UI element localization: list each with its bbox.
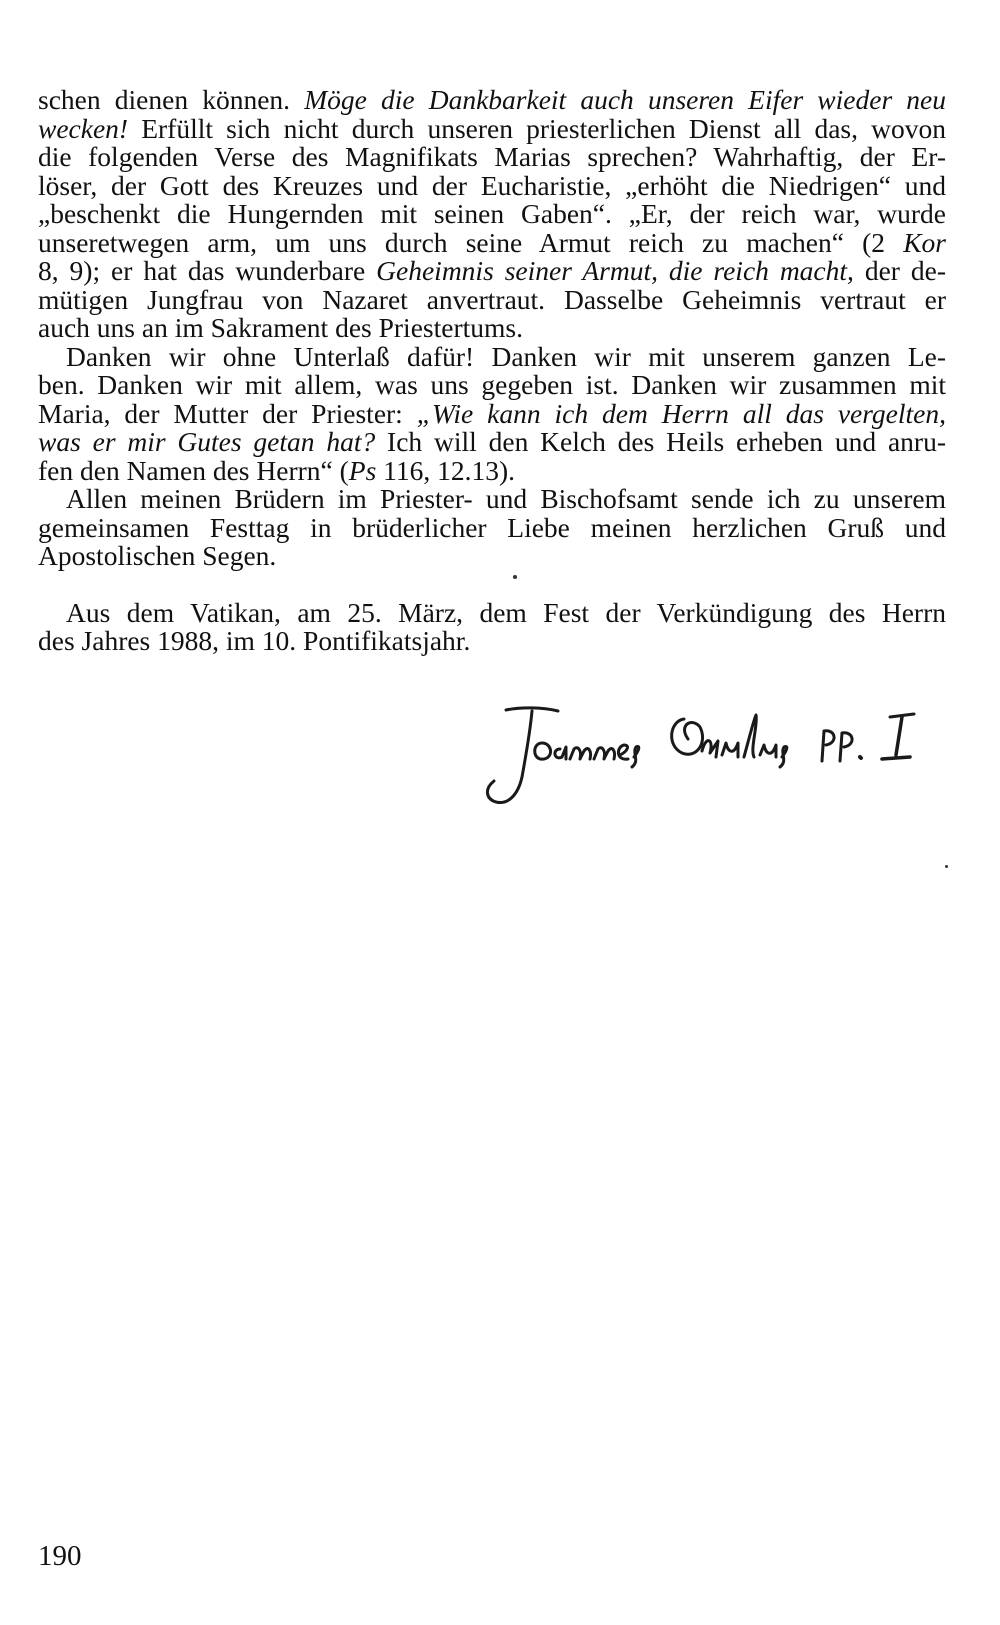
italic-segment: „Wie kann ich dem Herrn all das vergelten, — [416, 397, 946, 429]
italic-segment: Ps — [348, 454, 377, 486]
text-segment: unseretwegen arm, um uns durch seine Armut reich zu machen“ (2 — [38, 226, 904, 258]
text-segment: 116, 12.13). — [376, 454, 516, 486]
text-line — [38, 511, 946, 543]
text-line — [38, 627, 946, 656]
text-line — [38, 86, 946, 115]
text-segment: ben. Danken wir mit allem, was uns gegeben ist. Danken wir zusammen mit — [38, 369, 946, 400]
text-segment: Erfüllt sich nicht durch unseren priesterlichen Dienst all das, wovon — [128, 112, 946, 144]
text-segment: schen dienen können. — [38, 84, 305, 115]
text-line — [38, 112, 946, 144]
text-line — [38, 428, 946, 457]
text-line — [38, 542, 946, 571]
text-segment: Allen meinen Brüdern im Priester- und Bischofsamt sende ich zu unserem — [66, 483, 946, 514]
body-text — [38, 86, 946, 656]
text-line — [38, 371, 946, 400]
text-segment: die folgenden Verse des Magnifikats Marias sprechen? Wahrhaftig, der Er- — [38, 141, 946, 172]
text-segment: löser, der Gott des Kreuzes und der Eucharistie, „erhöht die Niedrigen“ und — [38, 169, 946, 201]
text-line — [38, 397, 946, 429]
text-line — [38, 257, 946, 286]
text-segment: „beschenkt die Hungernden mit seinen Gaben“. „Er, der reich war, wurde — [38, 198, 946, 229]
text-segment: gemeinsamen Festtag in brüderlicher Liebe meinen herzlichen Gruß und — [38, 511, 946, 543]
text-segment: Apostolischen Segen. — [38, 540, 277, 571]
text-line — [38, 200, 946, 229]
text-line — [38, 169, 946, 201]
text-line — [38, 314, 946, 343]
italic-segment: Geheimnis seiner Armut, die reich macht, — [376, 255, 854, 286]
text-line — [38, 143, 946, 172]
handwritten-signature — [470, 705, 940, 815]
text-segment: Danken wir ohne Unterlaß dafür! Danken wir mit unserem ganzen Le- — [66, 340, 946, 372]
text-segment: auch uns an im Sakrament des Priestertums. — [38, 312, 523, 343]
italic-segment: Möge die Dankbarkeit auch unseren Eifer wieder neu — [304, 84, 946, 115]
stray-dot — [945, 865, 948, 868]
stray-dot — [513, 575, 517, 579]
text-segment: Maria, der Mutter der Priester: — [38, 397, 417, 429]
text-line — [38, 485, 946, 514]
text-segment: Ich will den Kelch des Heils erheben und anru- — [375, 426, 946, 457]
text-line — [38, 596, 946, 628]
text-segment: Aus dem Vatikan, am 25. März, dem Fest der Verkündigung des Herrn — [66, 596, 946, 628]
text-line — [38, 454, 946, 486]
paragraph-gap — [38, 571, 946, 599]
text-line — [38, 283, 946, 315]
italic-segment: was er mir Gutes getan hat? — [38, 426, 376, 457]
text-segment: des Jahres 1988, im 10. Pontifikatsjahr. — [38, 625, 471, 656]
text-segment: der de- — [853, 255, 946, 286]
text-segment: mütigen Jungfrau von Nazaret anvertraut. Dasselbe Geheimnis vertraut er — [38, 283, 946, 315]
text-line — [38, 340, 946, 372]
text-segment: fen den Namen des Herrn“ ( — [38, 454, 349, 486]
italic-segment: Kor — [903, 226, 946, 258]
text-segment: 8, 9); er hat das wunderbare — [38, 255, 377, 286]
page-number: 190 — [38, 1540, 82, 1572]
italic-segment: wecken! — [38, 112, 129, 144]
text-line — [38, 226, 946, 258]
